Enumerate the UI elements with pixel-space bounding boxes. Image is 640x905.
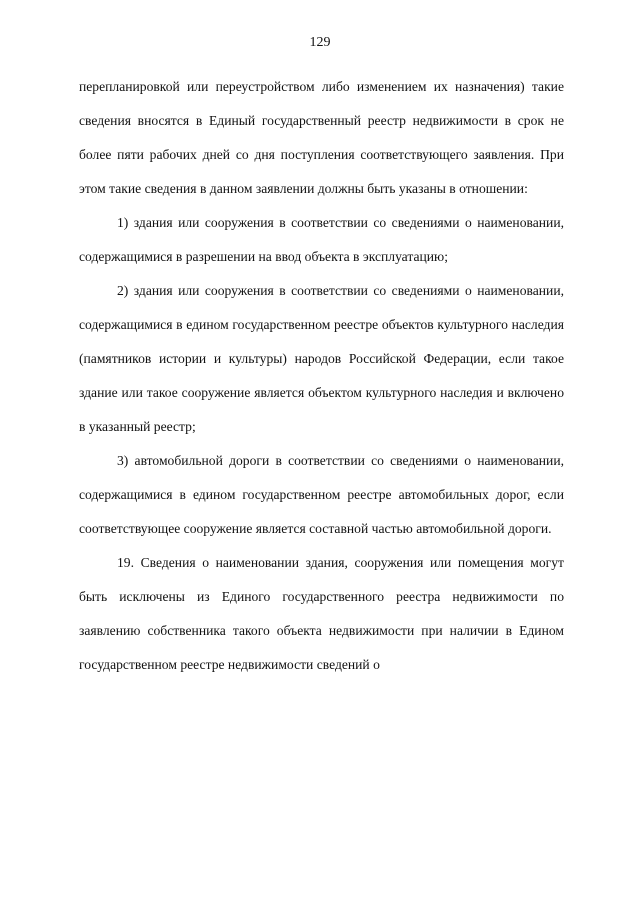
paragraph-continuation: перепланировкой или переустройством либо изменением их назначения) такие сведения вносятся в Единый государственный реестр недвижимости в срок не более пяти рабочих дней со дня поступления соответствующего заявления. При этом такие сведения в данном заявлении должны быть указаны в отношении:: [79, 79, 564, 196]
document-body: [79, 70, 564, 682]
page-number: 129: [309, 35, 331, 50]
list-item-1: 1) здания или сооружения в соответствии со сведениями о наименовании, содержащимися в разрешении на ввод объекта в эксплуатацию;: [79, 215, 564, 264]
paragraph-item-19: 19. Сведения о наименовании здания, сооружения или помещения могут быть исключены из Единого государственного реестра недвижимости по заявлению собственника такого объекта недвижимости при наличии в Едином государственном реестре недвижимости сведений о: [79, 555, 564, 672]
list-item-2: 2) здания или сооружения в соответствии со сведениями о наименовании, содержащимися в едином государственном реестре объектов культурного наследия (памятников истории и культуры) народов Российской Федерации, если такое здание или такое сооружение является объектом культурного наследия и включено в указанный реестр;: [79, 283, 564, 434]
list-item-3: 3) автомобильной дороги в соответствии со сведениями о наименовании, содержащимися в едином государственном реестре автомобильных дорог, если соответствующее сооружение является составной частью автомобильной дороги.: [79, 453, 564, 536]
